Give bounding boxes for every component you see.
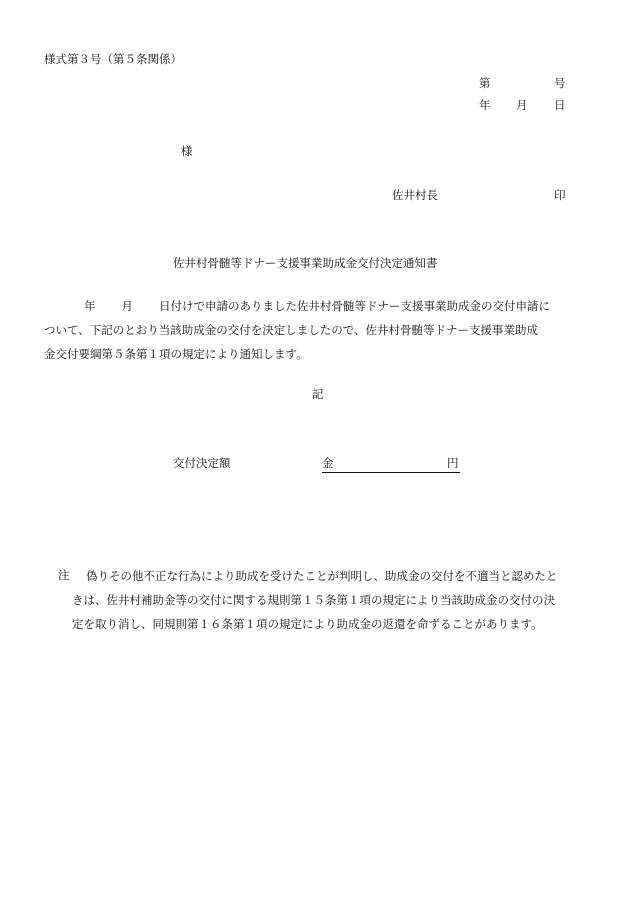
body-line-3: 金交付要綱第５条第１項の規定により通知します。: [44, 347, 308, 361]
body-line-1: [44, 294, 592, 318]
form-number: 様式第３号（第５条関係）: [44, 52, 182, 66]
seal-mark: 印: [554, 188, 566, 202]
document-title: 佐井村骨髄等ドナー支援事業助成金交付決定通知書: [173, 256, 438, 270]
issuer-name: 佐井村長: [392, 188, 438, 202]
ki-heading: 記: [312, 387, 324, 401]
amount-label: 交付決定額: [173, 456, 231, 470]
body-date-year: 年: [84, 299, 96, 313]
note-label: 注: [58, 568, 70, 582]
body-date-month: 月: [121, 299, 133, 313]
amount-suffix: 円: [447, 456, 459, 470]
body-line-2: ついて、下記のとおり当該助成金の交付を決定しましたので、佐井村骨髄等ドナー支援事業助成: [44, 323, 539, 337]
body-text-line1: 日付けで申請のありました佐井村骨髄等ドナー支援事業助成金の交付申請に: [159, 299, 550, 313]
amount-prefix: 金: [322, 456, 334, 470]
addressee-suffix: 様: [181, 144, 193, 158]
note-line-2: きは、佐井村補助金等の交付に関する規則第１５条第１項の規定により当該助成金の交付の決: [72, 593, 555, 607]
date-day-label: 日: [554, 98, 566, 112]
note-line-3: 定を取り消し、同規則第１６条第１項の規定により助成金の返還を命ずることがあります。: [72, 617, 543, 631]
date-year-label: 年: [479, 98, 491, 112]
doc-number-suffix: 号: [554, 76, 566, 90]
note-paragraph: [72, 564, 596, 636]
doc-number-prefix: 第: [479, 76, 491, 90]
body-paragraph: [44, 294, 592, 366]
amount-underline: [322, 458, 460, 473]
note-line-1: 偽りその他不正な行為により助成を受けたことが判明し、助成金の交付を不適当と認めたと: [86, 569, 558, 583]
date-month-label: 月: [516, 98, 528, 112]
